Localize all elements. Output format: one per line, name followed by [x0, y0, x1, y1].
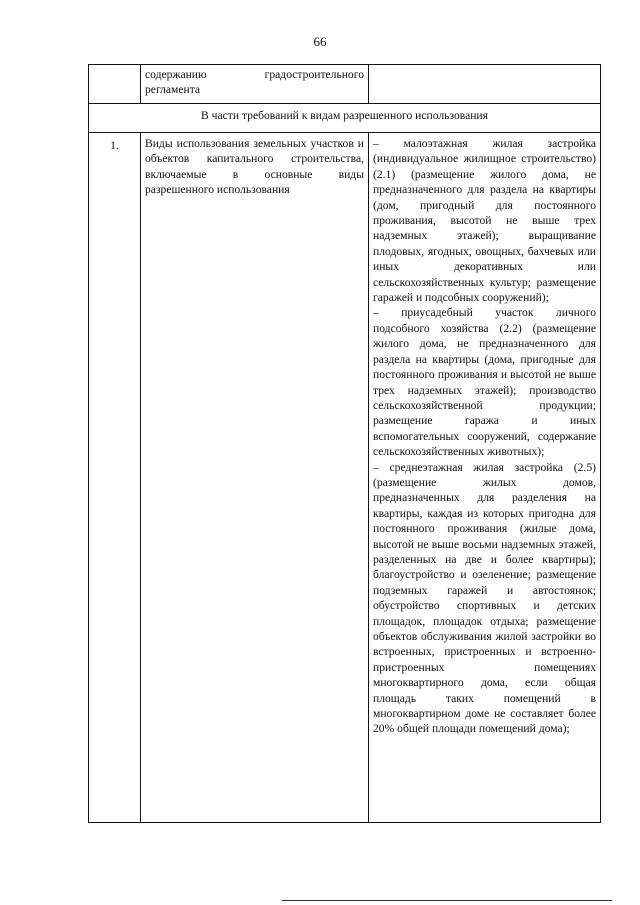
- continued-name-cell: содержанию градостроительного регламента: [141, 65, 369, 104]
- continued-value-cell: [369, 65, 601, 104]
- row-number-cell: [89, 65, 141, 104]
- regulation-table: [88, 64, 601, 823]
- page-number: 66: [313, 34, 327, 49]
- section-header-row: [89, 104, 601, 133]
- table-row: [89, 65, 601, 104]
- permitted-use-paragraph: – приусадебный участок личного подсобного хозяйства (2.2) (размещение жилого дома, не предназначенного для раздела на квартиры (дома, пригодные для постоянного проживания и высотой не выше трех надземных этажей); производство сельскохозяйственной продукции; размещение гаража и иных вспомогательных сооружений, содержание сельскохозяйственных животных);: [373, 306, 596, 459]
- table-row: [89, 133, 601, 823]
- row-value-cell: [369, 133, 601, 823]
- row-name-cell: Виды использования земельных участков и объектов капитального строительства, включаемые в основные виды разрешенного использования: [141, 133, 369, 823]
- permitted-use-paragraph: – среднеэтажная жилая застройка (2.5) (размещение жилых домов, предназначенных для разделения на квартиры, каждая из которых пригодна для постоянного проживания (жилые дома, высотой не выше восьми надземных этажей, разделенных на две и более квартиры); благоустройство и озеленение; размещение подземных гаражей и автостоянок; обустройство спортивных и детских площадок, площадок отдыха; размещение объектов обслуживания жилой застройки во встроенных, пристроенных и встроенно-пристроенных помещениях многоквартирного дома, если общая площадь таких помещений в многоквартирном доме не составляет более 20% общей площади помещений дома);: [373, 460, 596, 736]
- permitted-use-paragraph: – малоэтажная жилая застройка (индивидуальное жилищное строительство) (2.1) (размещение жилого дома, не предназначенного для раздела на квартиры (дом, пригодный для постоянного проживания, высотой не выше трех надземных этажей); выращивание плодовых, ягодных, овощных, бахчевых или иных декоративных или сельскохозяйственных культур; размещение гаражей и подсобных сооружений);: [373, 137, 596, 305]
- row-number: 1.: [89, 133, 141, 823]
- section-header: В части требований к видам разрешенного использования: [89, 104, 601, 133]
- scan-edge-line: [282, 900, 612, 901]
